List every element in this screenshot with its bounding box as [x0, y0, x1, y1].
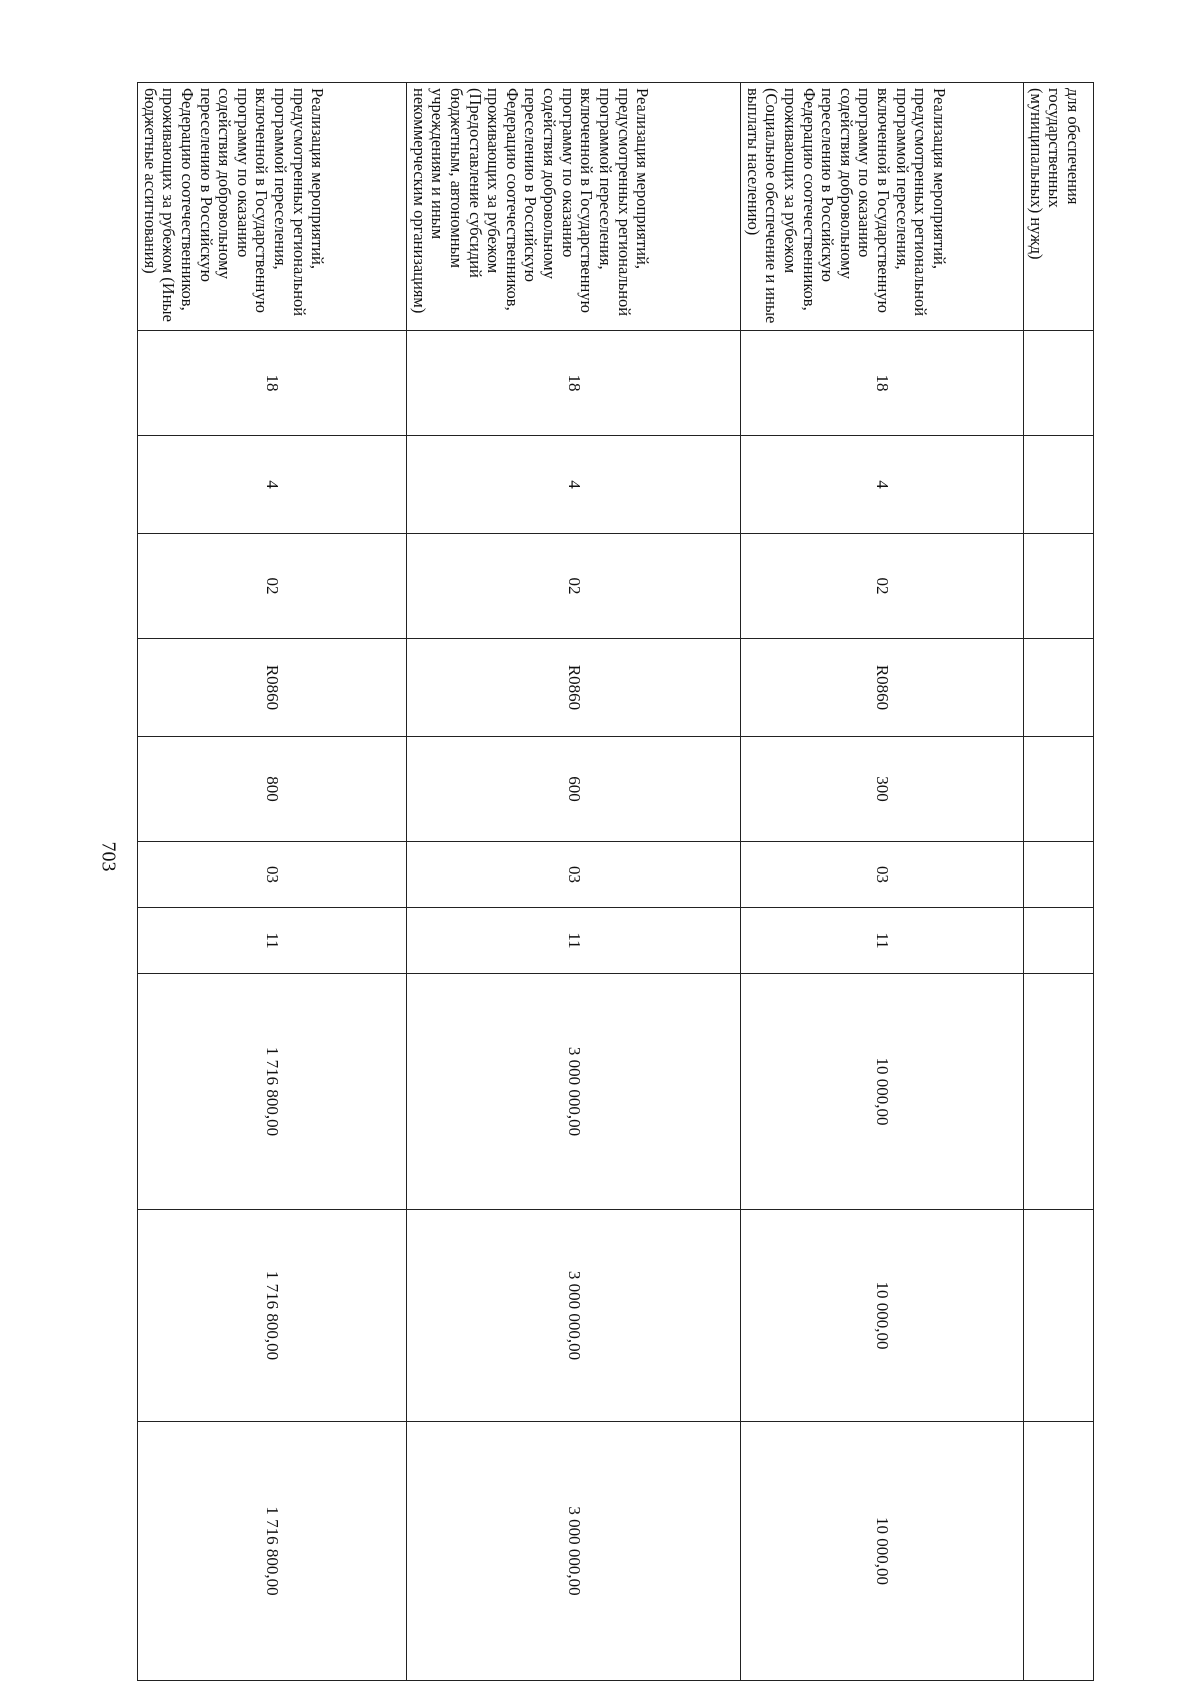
table-row	[1024, 83, 1094, 1681]
cell-subsection: 11	[407, 908, 741, 974]
cell-program-code: 18	[407, 331, 741, 436]
cell-event-code: 02	[138, 534, 407, 639]
cell-subsection: 11	[138, 908, 407, 974]
cell-event-code: 02	[741, 534, 1024, 639]
cell-subprogram-code: 4	[138, 436, 407, 534]
row-description: Реализация мероприятий, предусмотренных региональной программой переселения, включенной в Государственную программу по оказанию содействия добровольному переселению в Российскую Федерацию соотечественников, проживающих за рубежом (Иные бюджетные ассигнования)	[138, 83, 407, 331]
cell-amount-2: 1 716 800,00	[138, 1210, 407, 1422]
cell-program-code	[1024, 331, 1094, 436]
cell-amount-2	[1024, 1210, 1094, 1422]
cell-subsection	[1024, 908, 1094, 974]
cell-amount-1	[1024, 974, 1094, 1210]
cell-direction-code: R0860	[741, 639, 1024, 737]
cell-section: 03	[741, 842, 1024, 908]
row-description: для обеспечения государственных (муниципальных) нужд)	[1024, 83, 1094, 331]
cell-expense-type: 800	[138, 737, 407, 842]
cell-program-code: 18	[741, 331, 1024, 436]
cell-event-code: 02	[407, 534, 741, 639]
cell-program-code: 18	[138, 331, 407, 436]
cell-amount-1: 3 000 000,00	[407, 974, 741, 1210]
cell-amount-3: 1 716 800,00	[138, 1422, 407, 1681]
page-number: 703	[97, 841, 120, 872]
budget-table-container	[138, 82, 1094, 1680]
budget-table	[137, 82, 1094, 1681]
cell-subprogram-code: 4	[407, 436, 741, 534]
cell-amount-3: 10 000,00	[741, 1422, 1024, 1681]
table-row	[407, 83, 741, 1681]
cell-direction-code: R0860	[138, 639, 407, 737]
cell-amount-3	[1024, 1422, 1094, 1681]
cell-event-code	[1024, 534, 1094, 639]
table-row	[138, 83, 407, 1681]
cell-section: 03	[407, 842, 741, 908]
cell-section	[1024, 842, 1094, 908]
cell-direction-code: R0860	[407, 639, 741, 737]
row-description: Реализация мероприятий, предусмотренных региональной программой переселения, включенной в Государственную программу по оказанию содействия добровольному переселению в Российскую Федерацию соотечественников, проживающих за рубежом (Социальное обеспечение и иные выплаты населению)	[741, 83, 1024, 331]
cell-amount-1: 10 000,00	[741, 974, 1024, 1210]
cell-amount-3: 3 000 000,00	[407, 1422, 741, 1681]
cell-expense-type: 600	[407, 737, 741, 842]
cell-subprogram-code: 4	[741, 436, 1024, 534]
cell-direction-code	[1024, 639, 1094, 737]
cell-subprogram-code	[1024, 436, 1094, 534]
row-description: Реализация мероприятий, предусмотренных региональной программой переселения, включенной в Государственную программу по оказанию содействия добровольному переселению в Российскую Федерацию соотечественников, проживающих за рубежом (Предоставление субсидий бюджетным, автономным учреждениям и иным некоммерческим организациям)	[407, 83, 741, 331]
cell-section: 03	[138, 842, 407, 908]
table-row	[741, 83, 1024, 1681]
cell-expense-type: 300	[741, 737, 1024, 842]
cell-amount-1: 1 716 800,00	[138, 974, 407, 1210]
cell-amount-2: 3 000 000,00	[407, 1210, 741, 1422]
cell-subsection: 11	[741, 908, 1024, 974]
cell-expense-type	[1024, 737, 1094, 842]
cell-amount-2: 10 000,00	[741, 1210, 1024, 1422]
